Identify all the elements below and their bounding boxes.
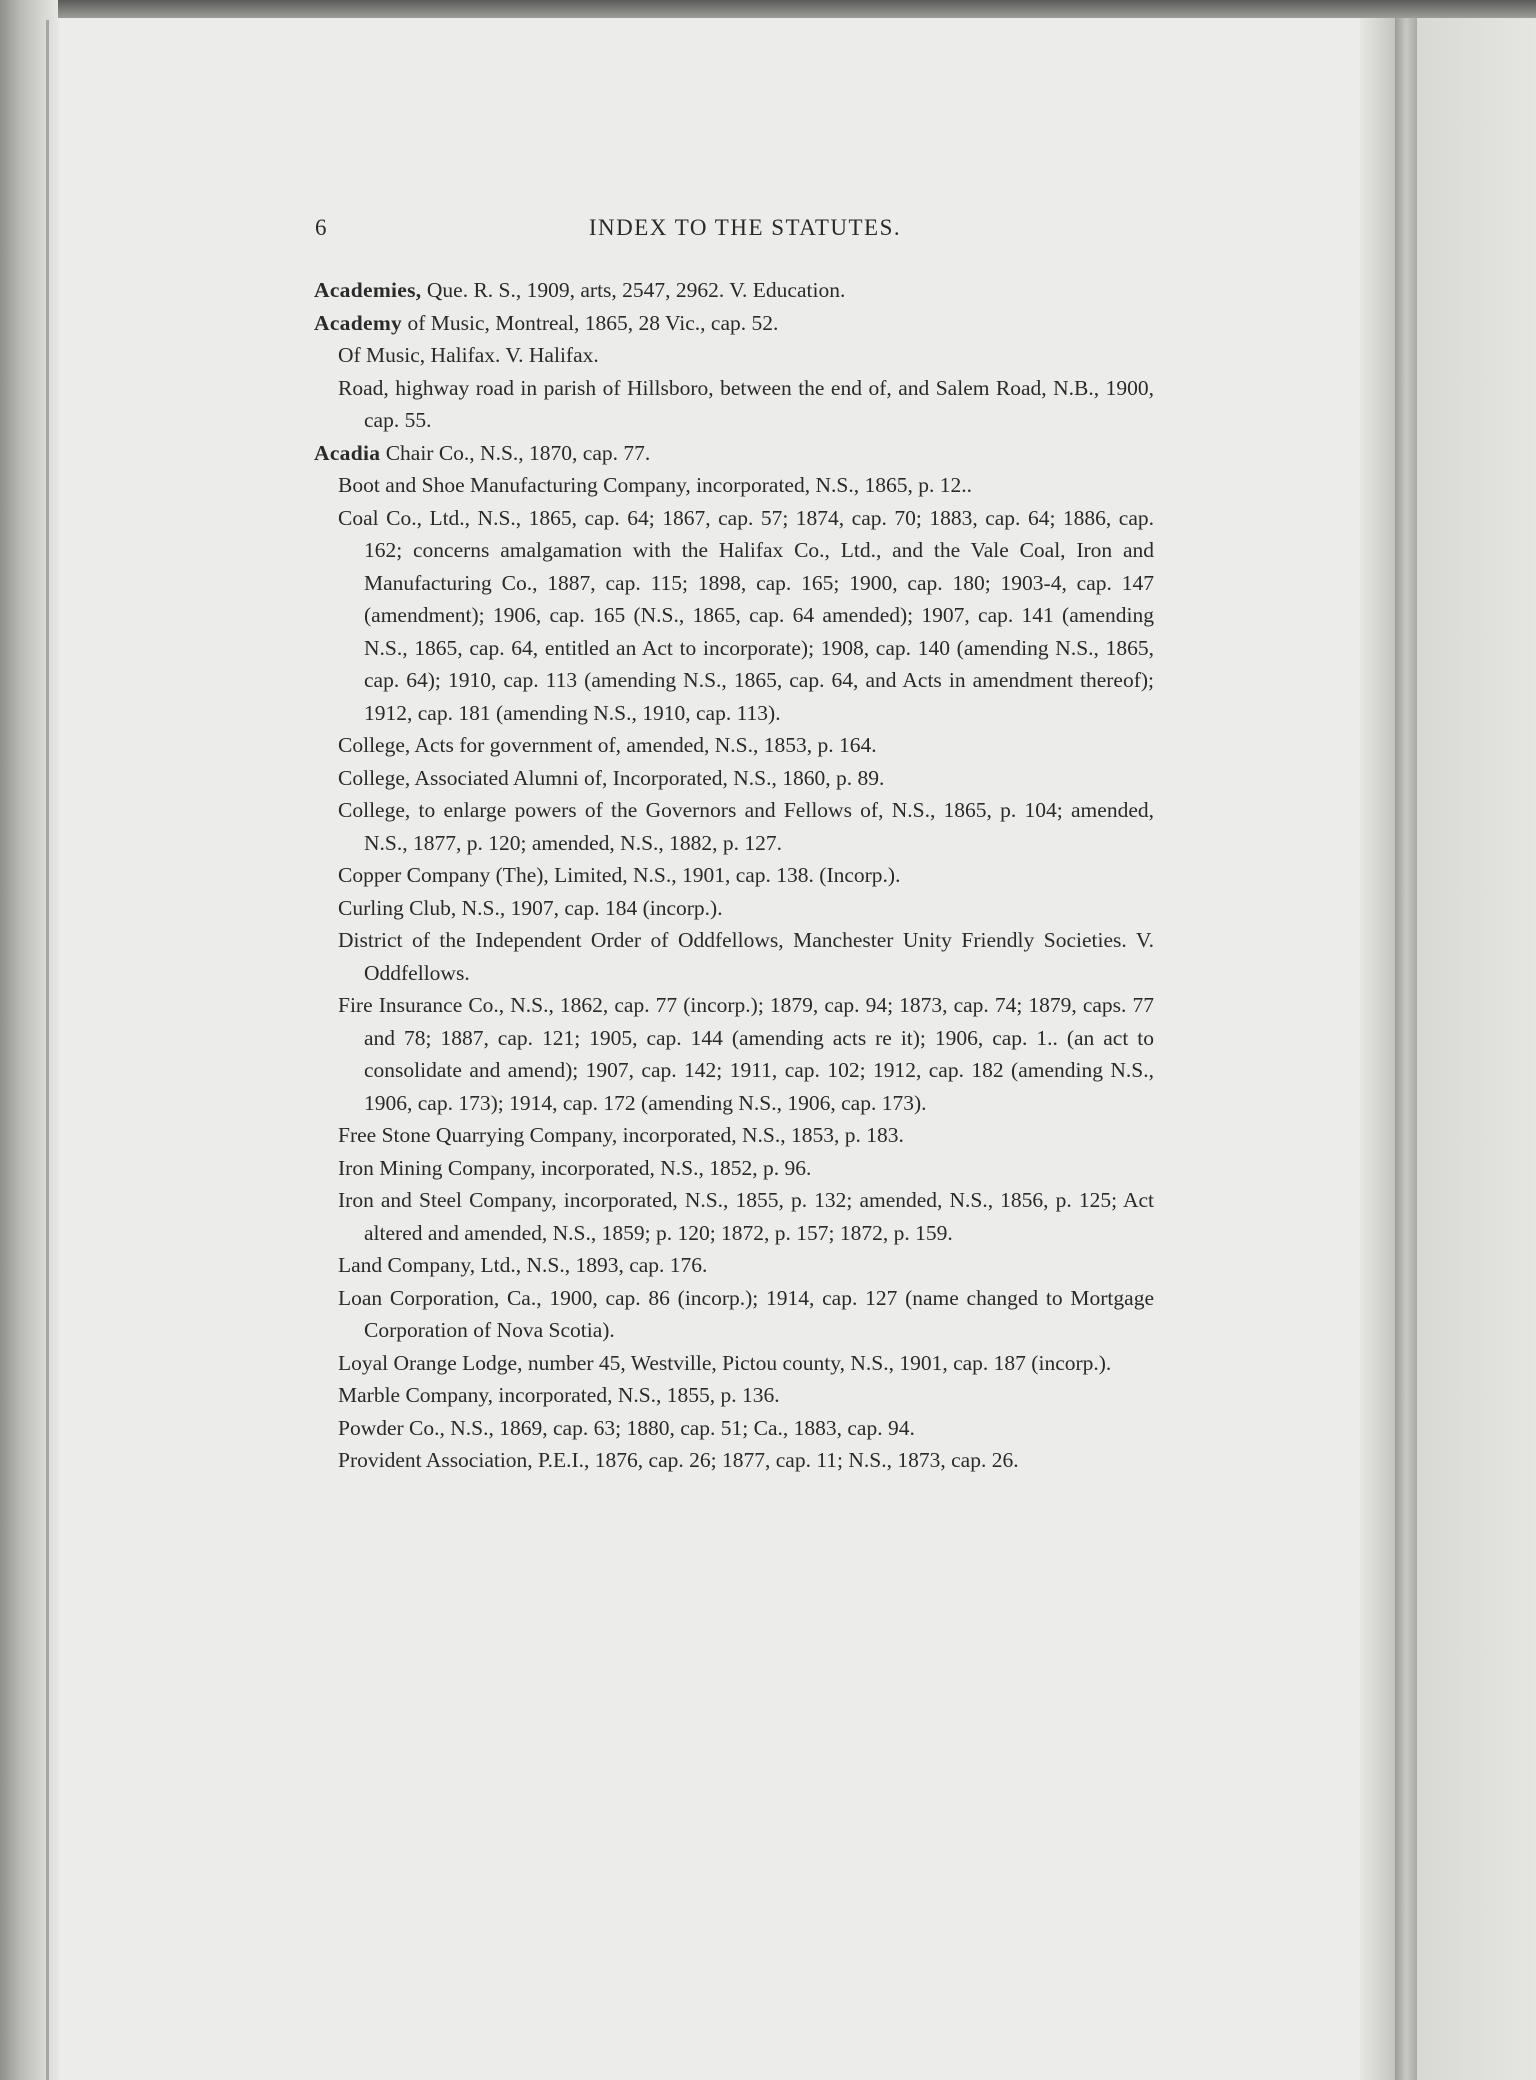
index-main-entry [314, 274, 1154, 307]
entry-text: Loyal Orange Lodge, number 45, Westville, Pictou county, N.S., 1901, cap. 187 (incorp.). [338, 1350, 1112, 1375]
entry-text: Of Music, Halifax. V. Halifax. [338, 343, 599, 367]
index-sub-entry [314, 469, 1154, 502]
index-main-entry [314, 307, 1154, 340]
entry-text: College, to enlarge powers of the Governors and Fellows of, N.S., 1865, p. 104; amended, N.S., 1877, p. 120; amended, N.S., 1882, p. 127. [338, 798, 1154, 855]
entry-text: Boot and Shoe Manufacturing Company, incorporated, N.S., 1865, p. 12.. [338, 473, 972, 497]
entry-text: of Music, Montreal, 1865, 28 Vic., cap. 52. [402, 310, 779, 335]
entry-text: Iron Mining Company, incorporated, N.S., 1852, p. 96. [338, 1155, 812, 1180]
index-sub-entry [314, 1119, 1154, 1152]
entry-text: District of the Independent Order of Oddfellows, Manchester Unity Friendly Societies. V. Oddfellows. [338, 928, 1154, 985]
index-sub-entry [314, 1184, 1154, 1249]
entry-heading: Academy [314, 310, 403, 335]
page-number: 6 [315, 215, 328, 240]
index-sub-entry [314, 1444, 1154, 1477]
scan-top-edge [0, 0, 1536, 18]
entry-text: Road, highway road in parish of Hillsboro, between the end of, and Salem Road, N.B., 1900, cap. 55. [338, 375, 1154, 432]
index-entries [314, 274, 1154, 1477]
entry-text: Powder Co., N.S., 1869, cap. 63; 1880, cap. 51; Ca., 1883, cap. 94. [338, 1415, 915, 1440]
entry-heading: Acadia [314, 440, 381, 465]
entry-heading: Academies, [314, 278, 422, 302]
book-cover-edge [0, 0, 58, 2080]
index-sub-entry [314, 339, 1154, 372]
entry-text: Curling Club, N.S., 1907, cap. 184 (incorp.). [338, 895, 723, 920]
entry-text: Free Stone Quarrying Company, incorporated, N.S., 1853, p. 183. [338, 1123, 904, 1147]
entry-text: Coal Co., Ltd., N.S., 1865, cap. 64; 1867, cap. 57; 1874, cap. 70; 1883, cap. 64; 1886, cap. 162; concerns amalgamation with the Halifax Co., Ltd., and the Vale Coal, Iron and Manufacturing Co., 1887, cap. 115; 1898, cap. 165; 1900, cap. 180; 1903-4, cap. 147 (amendment); 1906, cap. 165 (N.S., 1865, cap. 64 amended); 1907, cap. 141 (amending N.S., 1865, cap. 64, entitled an Act to incorporate); 1908, cap. 140 (amending N.S., 1865, cap. 64); 1910, cap. 113 (amending N.S., 1865, cap. 64, and Acts in amendment thereof); 1912, cap. 181 (amending N.S., 1910, cap. 113). [338, 505, 1154, 725]
index-sub-entry [314, 924, 1154, 989]
index-sub-entry [314, 1412, 1154, 1445]
page-header [305, 215, 1155, 251]
entry-text: Fire Insurance Co., N.S., 1862, cap. 77 (incorp.); 1879, cap. 94; 1873, cap. 74; 1879, caps. 77 and 78; 1887, cap. 121; 1905, cap. 144 (amending acts re it); 1906, cap. 1.. (an act to consolidate and amend); 1907, cap. 142; 1911, cap. 102; 1912, cap. 182 (amending N.S., 1906, cap. 173); 1914, cap. 172 (amending N.S., 1906, cap. 173). [338, 993, 1154, 1115]
index-sub-entry [314, 1282, 1154, 1347]
entry-text: College, Acts for government of, amended, N.S., 1853, p. 164. [338, 733, 877, 757]
index-sub-entry [314, 989, 1154, 1119]
index-sub-entry [314, 794, 1154, 859]
facing-page-edge [1417, 18, 1536, 2080]
index-sub-entry [314, 892, 1154, 925]
entry-text: Copper Company (The), Limited, N.S., 1901, cap. 138. (Incorp.). [338, 863, 901, 887]
book-gutter [1395, 18, 1417, 2080]
entry-text: Iron and Steel Company, incorporated, N.S., 1855, p. 132; amended, N.S., 1856, p. 125; Act altered and amended, N.S., 1859; p. 120; 1872, p. 157; 1872, p. 159. [338, 1188, 1154, 1245]
index-sub-entry [314, 1379, 1154, 1412]
entry-text: Land Company, Ltd., N.S., 1893, cap. 176. [338, 1253, 708, 1277]
entry-text: Provident Association, P.E.I., 1876, cap. 26; 1877, cap. 11; N.S., 1873, cap. 26. [338, 1448, 1019, 1472]
entry-text: Chair Co., N.S., 1870, cap. 77. [380, 440, 651, 465]
running-head: INDEX TO THE STATUTES. [588, 215, 902, 240]
index-sub-entry [314, 1249, 1154, 1282]
binding-line [46, 20, 49, 2080]
index-sub-entry [314, 729, 1154, 762]
index-main-entry [314, 437, 1154, 470]
index-sub-entry [314, 502, 1154, 730]
entry-text: Marble Company, incorporated, N.S., 1855, p. 136. [338, 1383, 780, 1407]
entry-text: College, Associated Alumni of, Incorporated, N.S., 1860, p. 89. [338, 765, 885, 790]
index-sub-entry [314, 1152, 1154, 1185]
index-sub-entry [314, 372, 1154, 437]
entry-text: Loan Corporation, Ca., 1900, cap. 86 (incorp.); 1914, cap. 127 (name changed to Mortgage Corporation of Nova Scotia). [338, 1285, 1154, 1342]
index-sub-entry [314, 859, 1154, 892]
entry-text: Que. R. S., 1909, arts, 2547, 2962. V. Education. [421, 278, 846, 302]
index-sub-entry [314, 1347, 1154, 1380]
index-sub-entry [314, 762, 1154, 795]
